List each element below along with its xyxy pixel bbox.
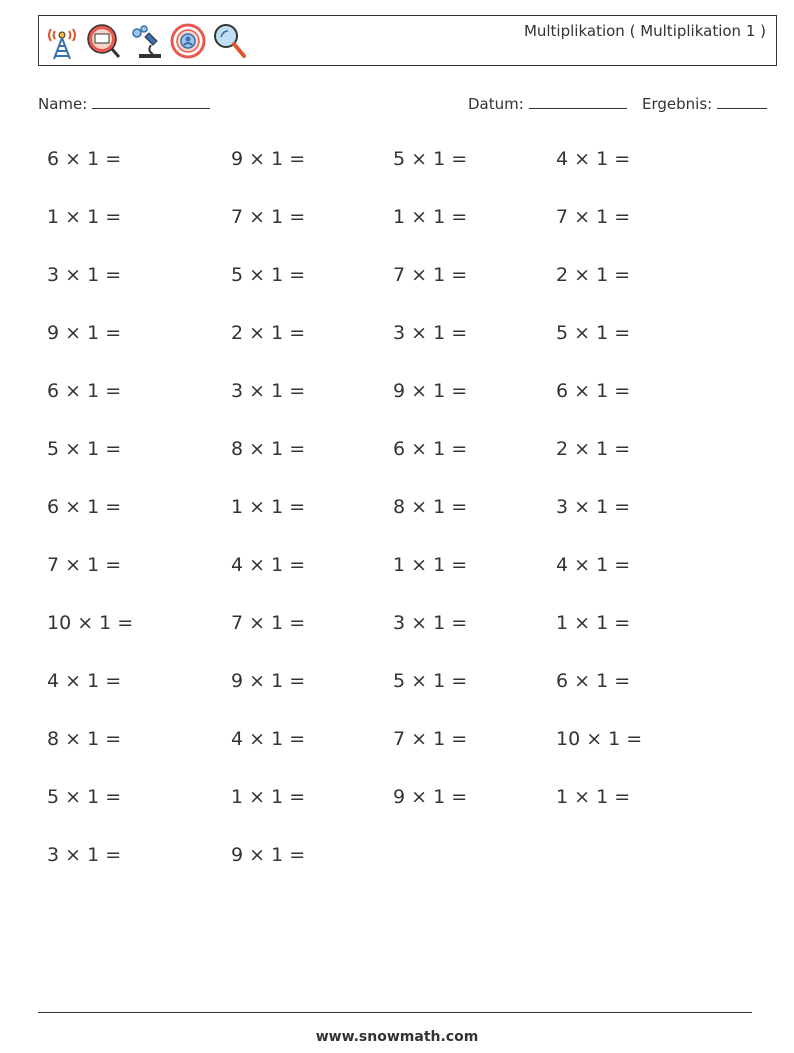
problem-item: 3 × 1 = [231,380,306,402]
antenna-tower-icon [43,21,81,61]
problem-item: 10 × 1 = [556,728,643,750]
problem-item: 1 × 1 = [47,206,122,228]
problem-item: 9 × 1 = [393,786,468,808]
problem-item: 3 × 1 = [393,612,468,634]
problem-item: 6 × 1 = [556,380,631,402]
name-line [92,94,210,109]
problem-item: 4 × 1 = [556,554,631,576]
header-icons [43,20,249,62]
problem-item: 7 × 1 = [393,264,468,286]
problem-item: 5 × 1 = [231,264,306,286]
problem-item: 4 × 1 = [231,554,306,576]
problem-item: 8 × 1 = [393,496,468,518]
problem-item: 2 × 1 = [556,438,631,460]
problem-item: 3 × 1 = [556,496,631,518]
problem-item: 10 × 1 = [47,612,134,634]
footer-divider [38,1012,752,1013]
problem-item: 1 × 1 = [556,786,631,808]
problem-item: 5 × 1 = [47,438,122,460]
problem-item: 6 × 1 = [47,380,122,402]
problem-item: 5 × 1 = [47,786,122,808]
result-line [717,94,767,109]
microscope-gears-icon [127,21,165,61]
problem-item: 3 × 1 = [393,322,468,344]
problem-item: 5 × 1 = [556,322,631,344]
problem-item: 8 × 1 = [231,438,306,460]
magnifier-glass-icon [211,21,249,61]
problem-item: 7 × 1 = [231,612,306,634]
problem-item: 1 × 1 = [393,554,468,576]
problem-item: 5 × 1 = [393,148,468,170]
problem-item: 9 × 1 = [231,148,306,170]
problem-item: 4 × 1 = [556,148,631,170]
problem-item: 7 × 1 = [47,554,122,576]
problem-item: 4 × 1 = [231,728,306,750]
date-label: Datum: [468,95,524,113]
date-line [529,94,627,109]
problem-item: 9 × 1 = [393,380,468,402]
problem-item: 9 × 1 = [47,322,122,344]
footer-url: www.snowmath.com [315,1029,479,1045]
problem-item: 3 × 1 = [47,844,122,866]
problem-item: 8 × 1 = [47,728,122,750]
problem-item: 6 × 1 = [393,438,468,460]
problem-item: 7 × 1 = [393,728,468,750]
problem-item: 1 × 1 = [556,612,631,634]
problem-item: 1 × 1 = [231,786,306,808]
problem-item: 1 × 1 = [393,206,468,228]
problem-item: 4 × 1 = [47,670,122,692]
date-field [468,94,627,113]
problem-item: 6 × 1 = [47,496,122,518]
presentation-magnifier-icon [85,21,123,61]
problem-item: 1 × 1 = [231,496,306,518]
problem-item: 9 × 1 = [231,844,306,866]
result-label: Ergebnis: [642,95,713,113]
problem-item: 2 × 1 = [231,322,306,344]
name-field [38,94,210,113]
problem-item: 7 × 1 = [231,206,306,228]
problem-item: 6 × 1 = [47,148,122,170]
problem-item: 9 × 1 = [231,670,306,692]
problem-item: 5 × 1 = [393,670,468,692]
problem-item: 6 × 1 = [556,670,631,692]
problem-item: 7 × 1 = [556,206,631,228]
name-label: Name: [38,95,88,113]
problem-item: 2 × 1 = [556,264,631,286]
target-user-icon [169,21,207,61]
result-field [642,94,767,113]
worksheet-title: Multiplikation ( Multiplikation 1 ) [523,22,766,40]
problem-item: 3 × 1 = [47,264,122,286]
worksheet-header [38,15,777,66]
